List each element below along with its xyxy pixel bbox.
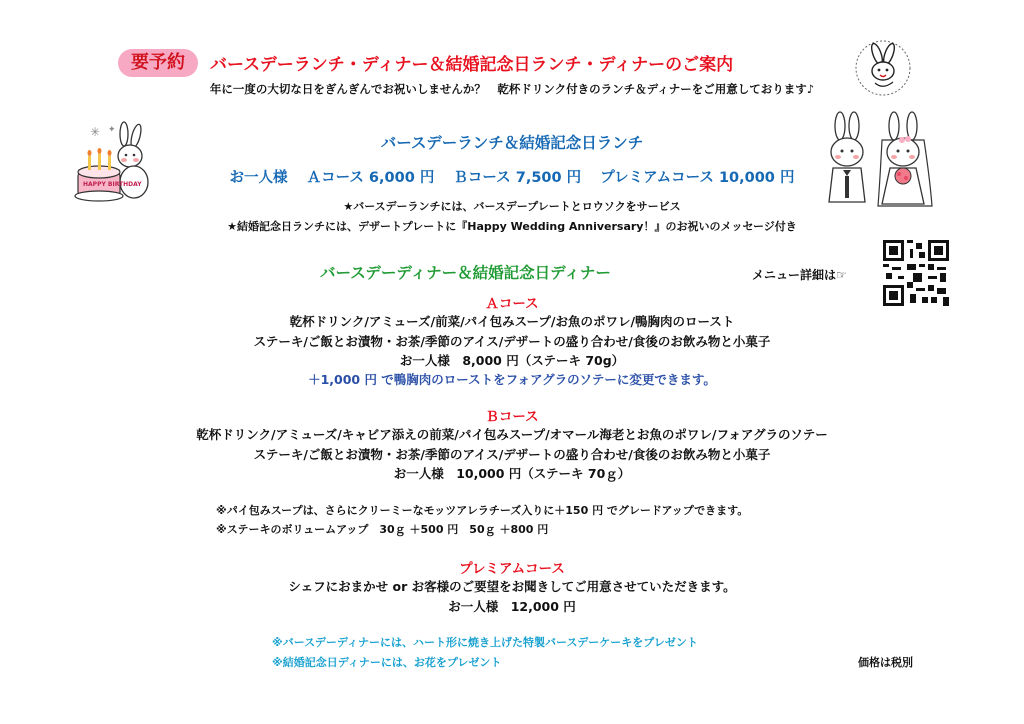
wedding-rabbits-icon (820, 110, 955, 210)
menu-details-link[interactable]: メニュー詳細は☞ (752, 268, 847, 282)
dinner-course-a-line1: 乾杯ドリンク/アミューズ/前菜/パイ包みスープ/お魚のポワレ/鴨胸肉のロースト (289, 314, 735, 329)
dinner-premium-title: プレミアムコース (459, 561, 565, 577)
dinner-course-a-upgrade: ＋1,000 円 で鴨胸肉のローストをフォアグラのソテーに変更できます。 (308, 372, 716, 387)
lunch-premium-price: プレミアムコース 10,000 円 (600, 170, 795, 186)
dinner-course-a-title: Ａコース (485, 296, 539, 312)
svg-text:✦: ✦ (108, 125, 116, 135)
lunch-wedding-note: ★結婚記念日ランチには、デザートプレートに『Happy Wedding Anniversary！』のお祝いのメッセージ付き (227, 220, 797, 233)
rabbit-logo-icon (853, 38, 913, 98)
lunch-prices (0, 166, 1024, 187)
lunch-section-title: バースデーランチ＆結婚記念日ランチ (380, 134, 644, 152)
soup-upgrade-note: ※パイ包みスープは、さらにクリーミーなモッツアレラチーズ入りに＋150 円 でグレードアップできます。 (216, 504, 749, 517)
dinner-course-b-title: Ｂコース (485, 409, 539, 425)
lunch-birthday-note: ★バースデーランチには、バースデープレートとロウソクをサービス (343, 200, 681, 213)
dinner-premium-line1: シェフにおまかせ or お客様のご要望をお聞きしてご用意させていただきます。 (288, 579, 736, 594)
dinner-course-a-price: お一人様 8,000 円（ステーキ 70g） (399, 353, 625, 368)
dinner-course-b-price: お一人様 10,000 円（ステーキ 70ｇ） (393, 466, 631, 481)
dinner-course-b-line1: 乾杯ドリンク/アミューズ/キャビア添えの前菜/パイ包みスープ/オマール海老とお魚のポワレ/フォアグラのソテー (196, 427, 828, 442)
steak-upgrade-note: ※ステーキのボリュームアップ 30ｇ ＋500 円 50ｇ ＋800 円 (216, 523, 549, 536)
dinner-section-title: バースデーディナー＆結婚記念日ディナー (320, 264, 611, 282)
dinner-course-a-line2: ステーキ/ご飯とお漬物・お茶/季節のアイス/デザートの盛り合わせ/食後のお飲み物と小菓子 (253, 334, 771, 349)
cake-lettering: HAPPY BIRTHDAY (83, 181, 142, 188)
lunch-course-a-price: Ａコース 6,000 円 (306, 170, 435, 186)
birthday-dinner-cake-note: ※バースデーディナーには、ハート形に焼き上げた特製バースデーケーキをプレゼント (272, 636, 698, 649)
dinner-premium-price: お一人様 12,000 円 (448, 599, 576, 614)
lunch-per-person-label: お一人様 (229, 170, 288, 186)
dinner-course-b-line2: ステーキ/ご飯とお漬物・お茶/季節のアイス/デザートの盛り合わせ/食後のお飲み物と小菓子 (253, 447, 771, 462)
wedding-dinner-flower-note: ※結婚記念日ディナーには、お花をプレゼント (272, 656, 502, 669)
lunch-course-b-price: Ｂコース 7,500 円 (453, 170, 582, 186)
reservation-required-badge: 要予約 (118, 49, 198, 77)
tax-excluded-note: 価格は税別 (858, 656, 913, 669)
intro-text: 年に一度の大切な日をぎんぎんでお祝いしませんか？ 乾杯ドリンク付きのランチ＆ディナーをご用意しております♪ (209, 82, 815, 96)
svg-text:✳: ✳ (90, 125, 101, 139)
page-title: バースデーランチ・ディナー＆結婚記念日ランチ・ディナーのご案内 (210, 55, 734, 75)
